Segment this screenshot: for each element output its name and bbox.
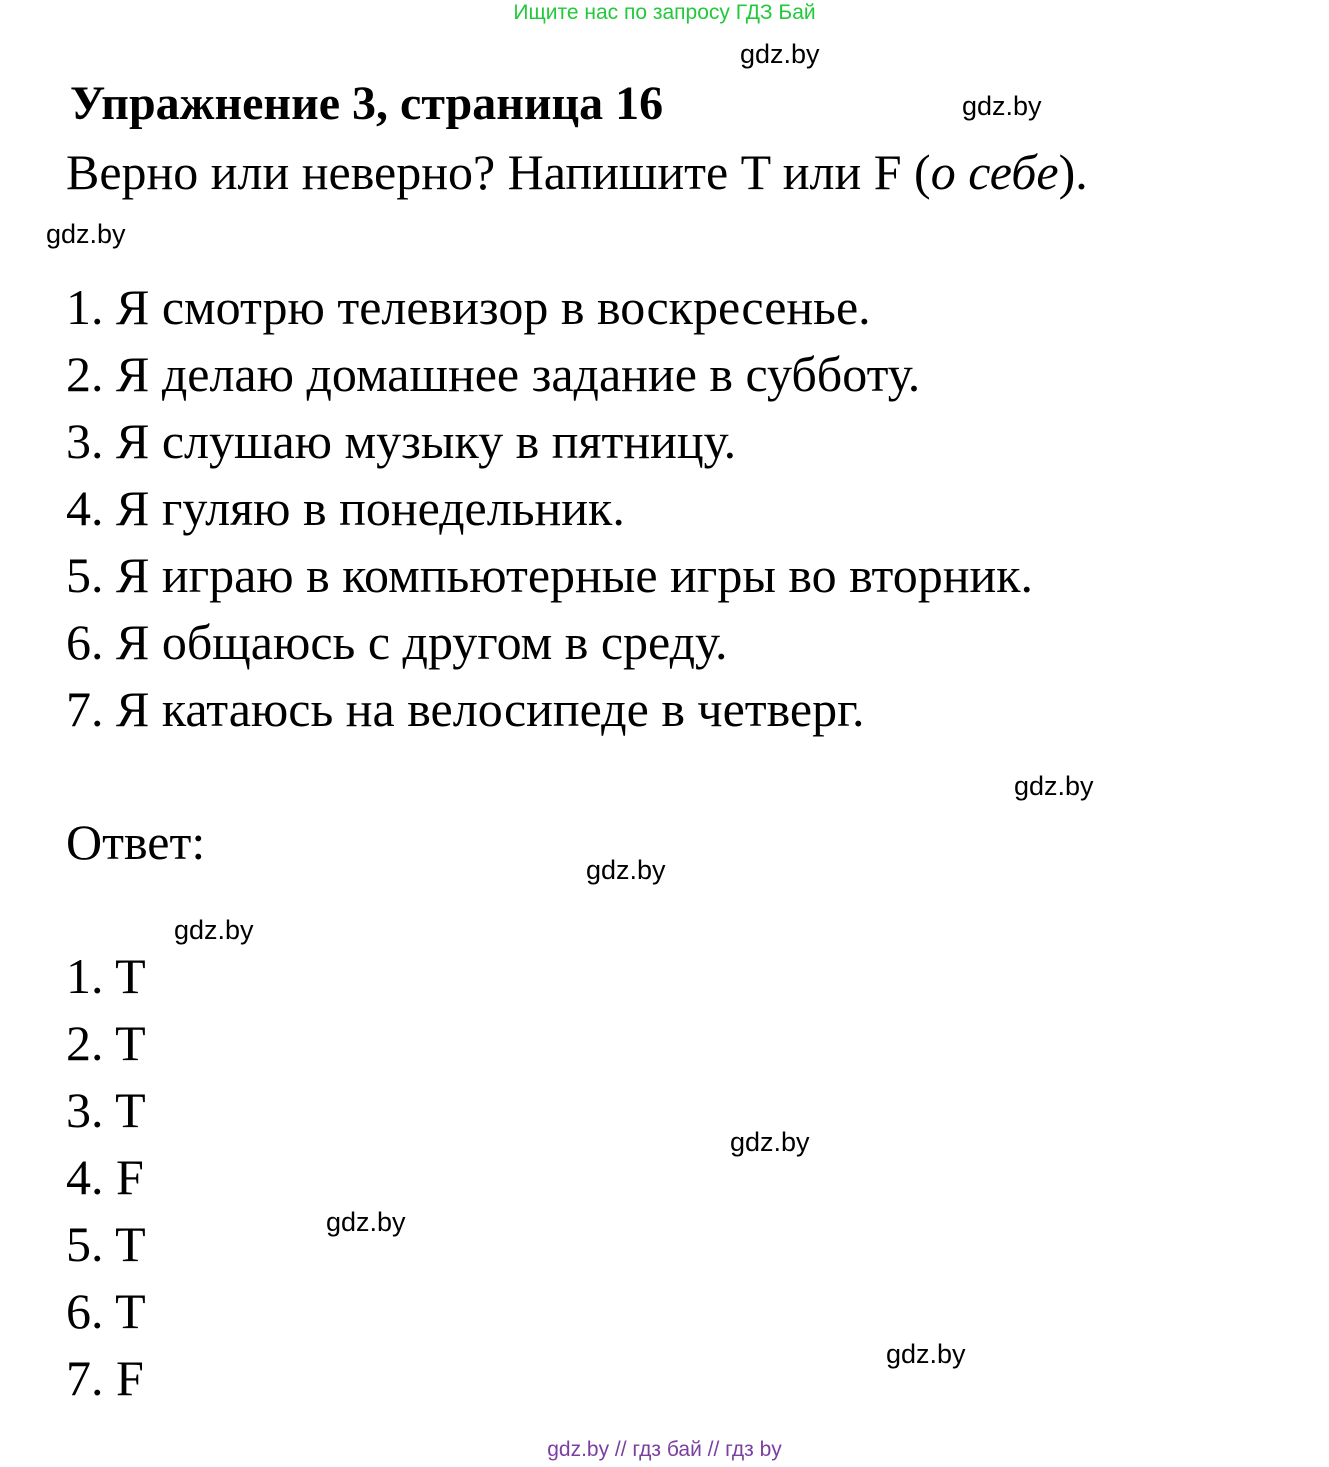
answer-item: 5. T [66,1216,146,1272]
answer-item: 1. T [66,948,146,1004]
statement-item: 2. Я делаю домашнее задание в субботу. [66,346,921,402]
watermark: gdz.by [586,855,666,885]
page-title: Упражнение 3, страница 16 [70,77,664,130]
statement-item: 5. Я играю в компьютерные игры во вторник. [66,547,1034,603]
instruction-main: Верно или неверно? Напишите T или F ( [66,144,931,200]
watermark: gdz.by [740,39,820,69]
watermark: gdz.by [730,1127,810,1157]
watermark: gdz.by [46,219,126,249]
watermark: gdz.by [326,1207,406,1237]
answer-list [66,943,146,1412]
answer-item: 4. F [66,1149,144,1205]
footer: gdz.by // гдз бай // гдз by [547,1438,782,1461]
watermark: gdz.by [174,915,254,945]
answer-item: 3. T [66,1082,146,1138]
statement-item: 7. Я катаюсь на велосипеде в четверг. [66,681,865,737]
watermark: gdz.by [1014,771,1094,801]
statement-item: 1. Я смотрю телевизор в воскресенье. [66,279,871,335]
answer-label: Ответ: [66,814,206,870]
statement-item: 4. Я гуляю в понедельник. [66,480,625,536]
instruction [66,142,1088,202]
statement-list [66,274,1033,743]
instruction-end: ). [1058,144,1088,200]
watermark: gdz.by [962,91,1042,121]
statement-item: 6. Я общаюсь с другом в среду. [66,614,728,670]
watermark: gdz.by [886,1339,966,1369]
top-banner: Ищите нас по запросу ГДЗ Бай [513,1,816,24]
statement-item: 3. Я слушаю музыку в пятницу. [66,413,737,469]
answer-item: 2. T [66,1015,146,1071]
answer-item: 6. T [66,1283,146,1339]
answer-item: 7. F [66,1350,144,1406]
instruction-italic: о себе [930,144,1059,200]
